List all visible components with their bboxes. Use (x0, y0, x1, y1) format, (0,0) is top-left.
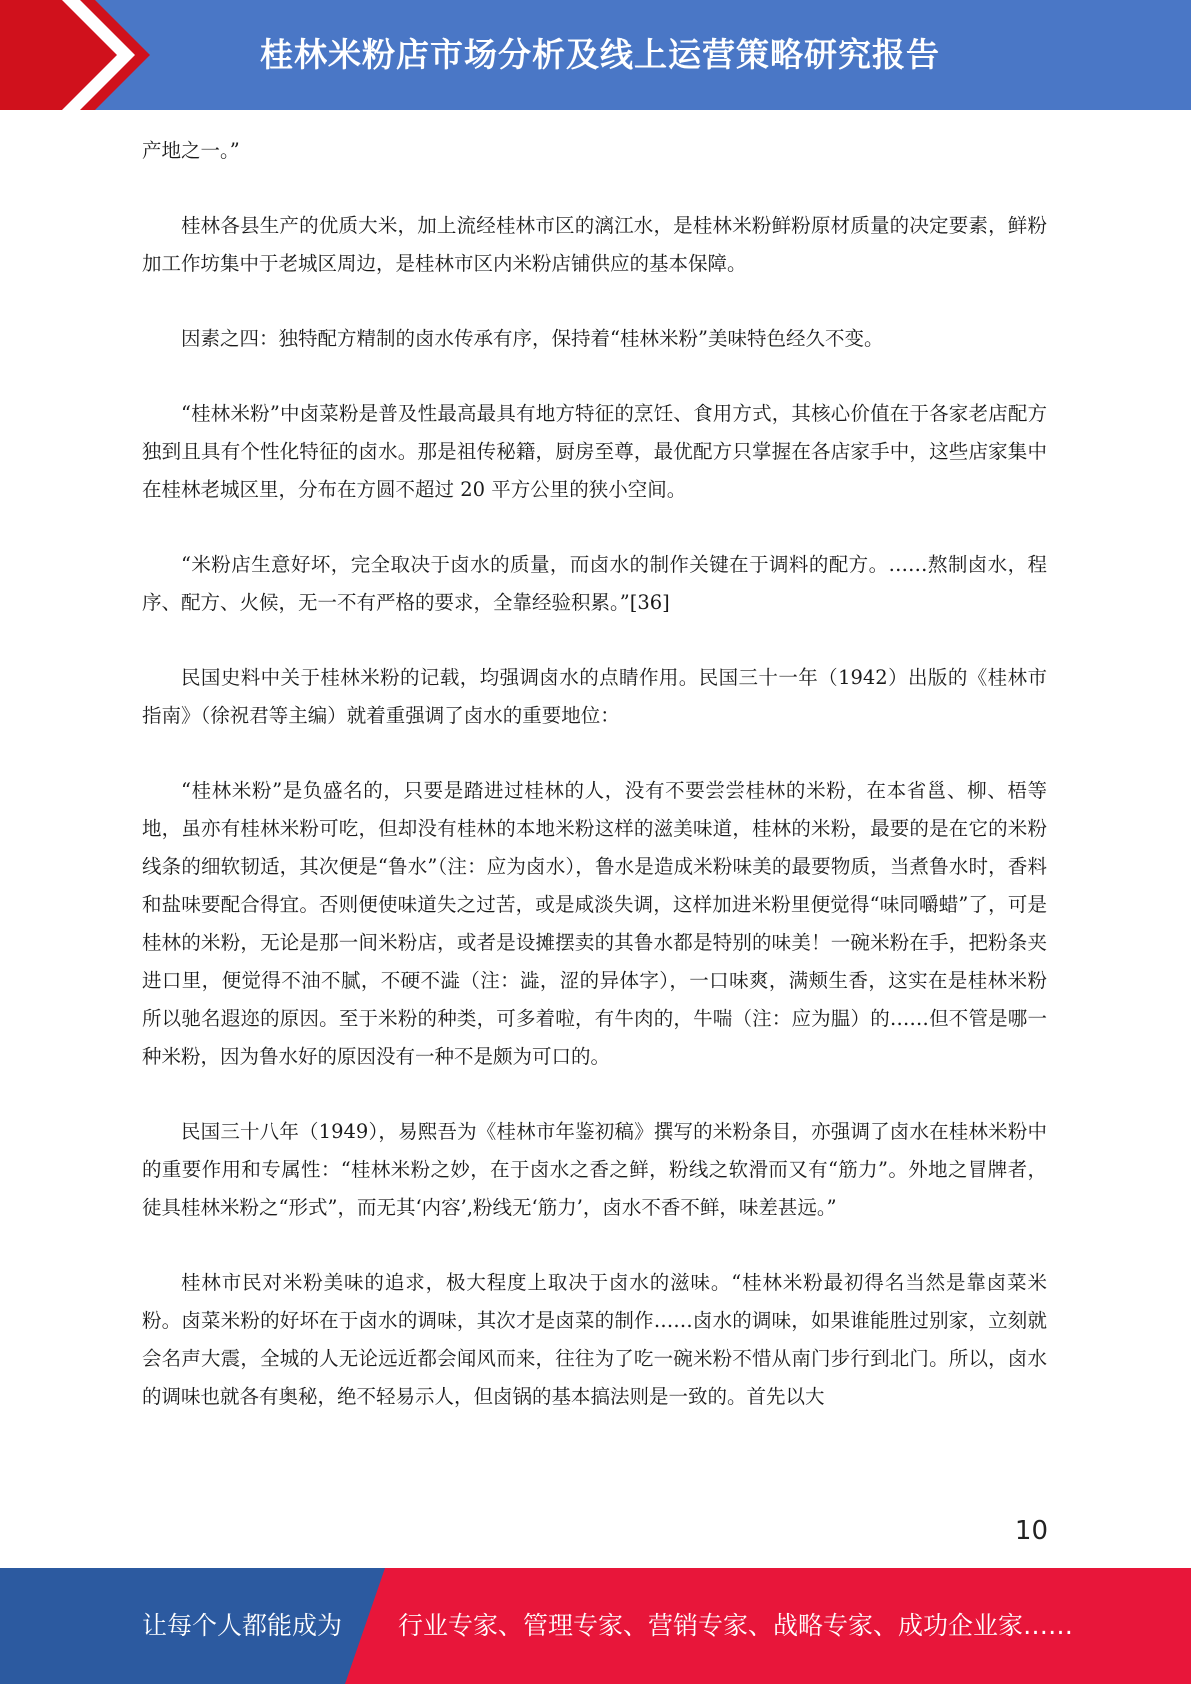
page-header (0, 0, 1191, 110)
report-title: 桂林米粉店市场分析及线上运营策略研究报告 (260, 35, 940, 74)
paragraph: 民国三十八年（1949），易熙吾为《桂林市年鉴初稿》撰写的米粉条目，亦强调了卤水在桂林米粉中的重要作用和专属性：“桂林米粉之妙，在于卤水之香之鲜，粉线之软滑而又有“筋力”。外地之冒牌者，徒具桂林米粉之“形式”，而无其‘内容’,粉线无‘筋力’，卤水不香不鲜，味差甚远。” (142, 1120, 1047, 1219)
page-number: 10 (1014, 1516, 1048, 1546)
paragraph: 民国史料中关于桂林米粉的记载，均强调卤水的点睛作用。民国三十一年（1942）出版的《桂林市指南》（徐祝君等主编）就着重强调了卤水的重要地位： (142, 666, 1047, 727)
page-footer (0, 1568, 1191, 1684)
paragraph: 产地之一。” (142, 139, 240, 162)
paragraph: “米粉店生意好坏，完全取决于卤水的质量，而卤水的制作关键在于调料的配方。……熬制卤水，程序、配方、火候，无一不有严格的要求，全靠经验积累。”[36] (142, 553, 1047, 614)
footer-slogan-left: 让每个人都能成为 (142, 1611, 343, 1640)
paragraph: 因素之四：独特配方精制的卤水传承有序，保持着“桂林米粉”美味特色经久不变。 (181, 327, 884, 350)
paragraph: 桂林各县生产的优质大米，加上流经桂林市区的漓江水，是桂林米粉鲜粉原材质量的决定要素，鲜粉加工作坊集中于老城区周边，是桂林市区内米粉店铺供应的基本保障。 (142, 214, 1047, 275)
main-content (142, 132, 1047, 1453)
paragraph: “桂林米粉”中卤菜粉是普及性最高最具有地方特征的烹饪、食用方式，其核心价值在于各家老店配方独到且具有个性化特征的卤水。那是祖传秘籍，厨房至尊，最优配方只掌握在各店家手中，这些店家集中在桂林老城区里，分布在方圆不超过 20 平方公里的狭小空间。 (142, 402, 1047, 501)
paragraph: “桂林米粉”是负盛名的，只要是踏进过桂林的人，没有不要尝尝桂林的米粉，在本省邕、柳、梧等地，虽亦有桂林米粉可吃，但却没有桂林的本地米粉这样的滋美味道，桂林的米粉，最要的是在它的米粉线条的细软韧适，其次便是“鲁水”（注：应为卤水），鲁水是造成米粉味美的最要物质，当煮鲁水时，香料和盐味要配合得宜。否则便使味道失之过苦，或是咸淡失调，这样加进米粉里便觉得“味同嚼蜡”了，可是桂林的米粉，无论是那一间米粉店，或者是设摊摆卖的其鲁水都是特别的味美！一碗米粉在手，把粉条夹进口里，便觉得不油不腻，不硬不澁（注：澁，涩的异体字），一口味爽，满颊生香，这实在是桂林米粉所以驰名遐迩的原因。至于米粉的种类，可多着啦，有牛肉的，牛喘（注：应为腽）的……但不管是哪一种米粉，因为鲁水好的原因没有一种不是颇为可口的。 (142, 779, 1047, 1068)
footer-slogan-right: 行业专家、管理专家、营销专家、战略专家、成功企业家…… (398, 1611, 1074, 1640)
paragraph: 桂林市民对米粉美味的追求，极大程度上取决于卤水的滋味。“桂林米粉最初得名当然是靠卤菜米粉。卤菜米粉的好坏在于卤水的调味，其次才是卤菜的制作……卤水的调味，如果谁能胜过别家，立刻就会名声大震，全城的人无论远近都会闻风而来，往往为了吃一碗米粉不惜从南门步行到北门。所以，卤水的调味也就各有奥秘，绝不轻易示人，但卤锅的基本搞法则是一致的。首先以大 (142, 1271, 1047, 1408)
